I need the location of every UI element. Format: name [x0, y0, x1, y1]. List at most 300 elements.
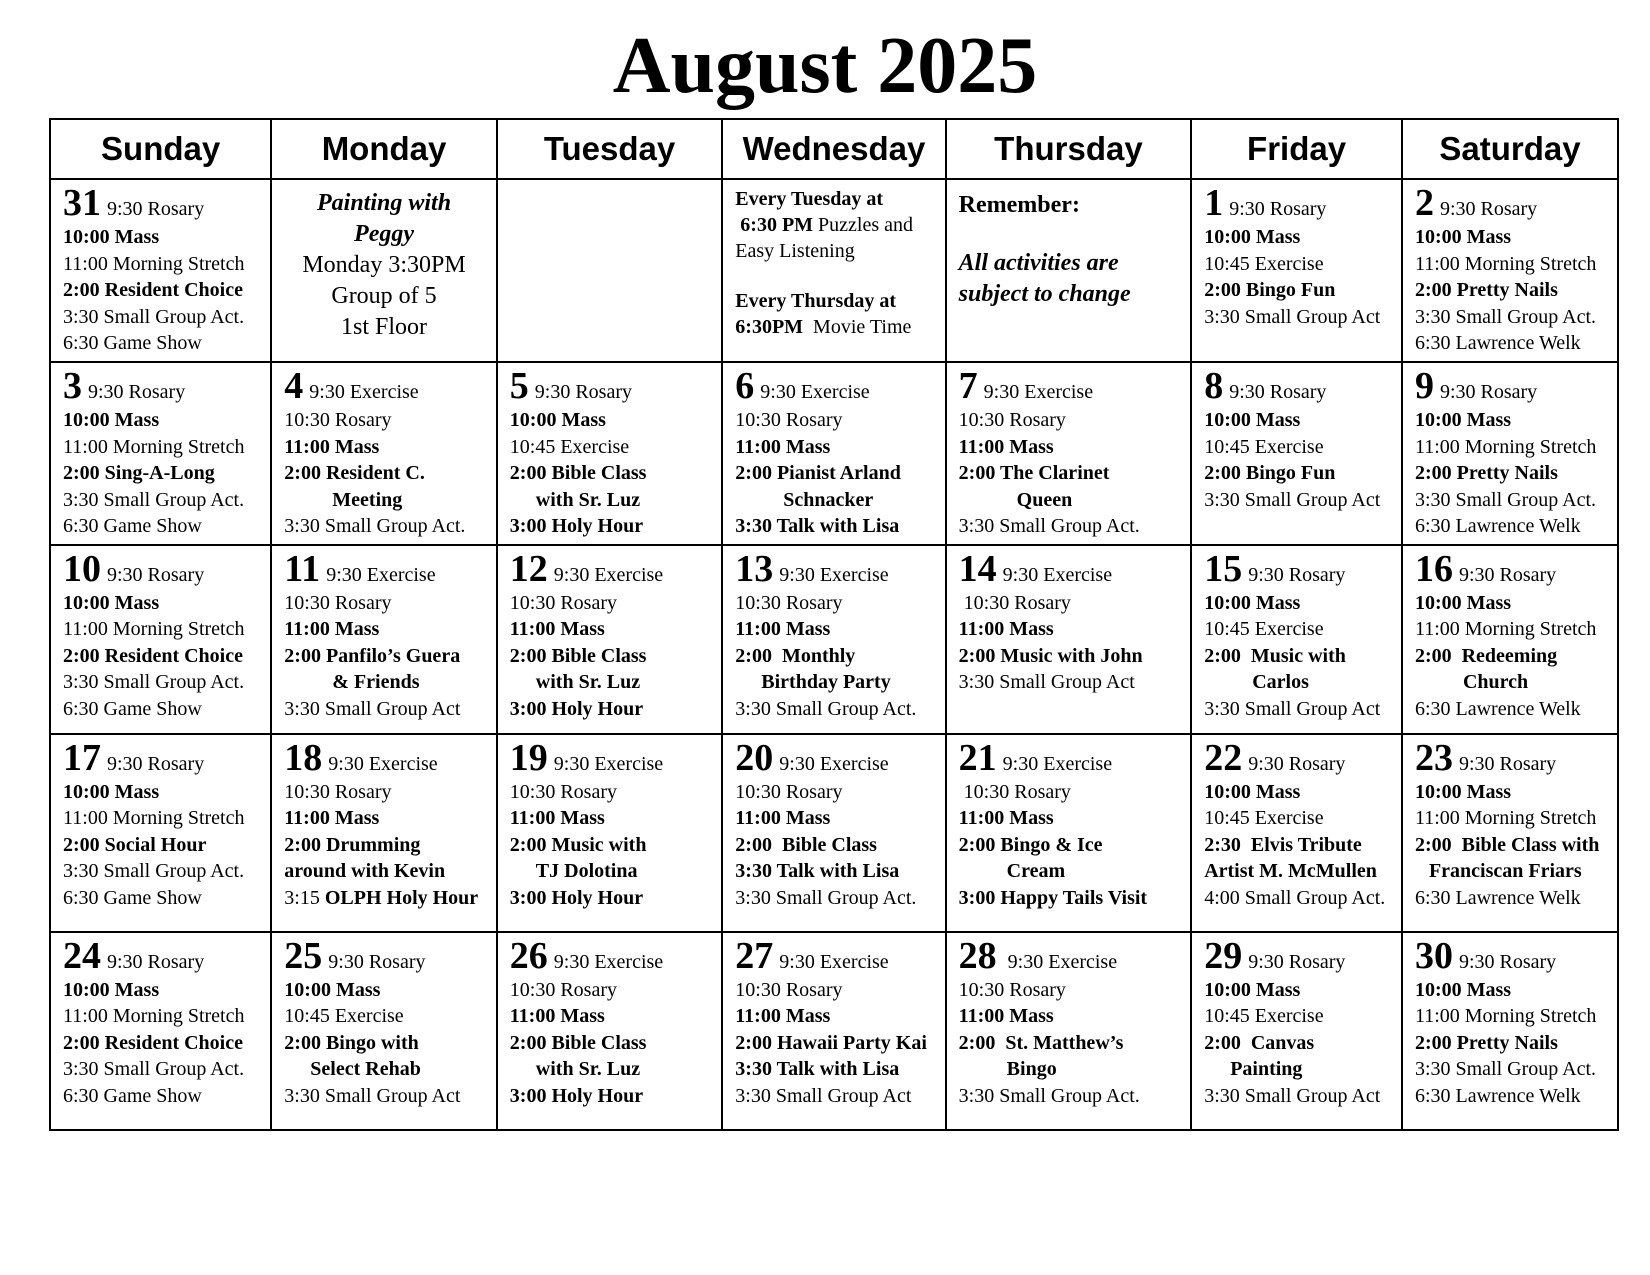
day-cell-content — [272, 933, 496, 1114]
event-entry: 11:00 Mass — [958, 618, 1054, 640]
event-entry: 2:00 Bingo Fun — [1204, 279, 1336, 301]
day-number: 13 — [735, 547, 774, 590]
event-entry: 10:00 Mass — [63, 409, 160, 431]
first-event: 9:30 Rosary — [1229, 198, 1327, 220]
day-cell — [50, 545, 271, 734]
day-cell — [1191, 545, 1402, 734]
event-entry: 2:00 Pianist Arland — [735, 462, 901, 484]
day-number: 11 — [284, 547, 321, 590]
day-header — [63, 547, 264, 590]
day-cell-content — [51, 546, 270, 727]
event-entry: 10:00 Mass — [1414, 226, 1512, 248]
first-event: 9:30 Exercise — [760, 381, 870, 403]
event-entry: 11:00 Mass — [509, 1005, 605, 1027]
event-entry: 10:30 Rosary — [735, 780, 843, 803]
day-cell-content — [723, 933, 944, 1114]
first-event: 9:30 Rosary — [1229, 381, 1327, 403]
day-number: 12 — [509, 547, 548, 590]
event-title: OLPH Holy Hour — [324, 886, 479, 909]
event-entry: 10:00 Mass — [1204, 780, 1301, 803]
day-header — [1414, 934, 1611, 977]
event-entry: 10:00 Mass — [1204, 978, 1301, 1001]
event-entry: 11:00 Mass — [509, 618, 605, 640]
event-entry: 11:00 Mass — [958, 435, 1054, 458]
event-entry: 3:30 Small Group Act — [284, 1084, 461, 1107]
event-entry: 2:00 Resident Choice — [63, 644, 243, 667]
event-entry: 3:30 Small Group Act. — [63, 1058, 245, 1080]
event-entry: 6:30 Game Show — [63, 515, 202, 537]
painting-note-line: 1st Floor — [341, 314, 428, 340]
day-cell — [722, 734, 945, 932]
event-entry: Birthday Party — [761, 671, 891, 693]
day-cell-content — [51, 363, 270, 544]
event-entry: 10:00 Mass — [63, 780, 160, 803]
event-entry: 11:00 Morning Stretch — [63, 252, 245, 275]
day-header — [958, 547, 1185, 590]
event-entry: 2:00 Bible Class with — [1414, 833, 1600, 856]
event-entry: 2:00 Resident Choice — [63, 279, 243, 301]
event-entry: 2:00 Bingo & Ice — [958, 833, 1103, 856]
event-entry: 11:00 Morning Stretch — [1414, 1005, 1597, 1027]
day-number: 30 — [1414, 934, 1453, 977]
day-header — [509, 736, 716, 779]
event-entry: 10:30 Rosary — [284, 780, 392, 803]
day-header — [63, 736, 264, 779]
event-entry: 10:30 Rosary — [958, 409, 1066, 431]
day-header — [284, 934, 490, 977]
event-entry: 6:30 Lawrence Welk — [1414, 697, 1581, 720]
event-entry: 10:45 Exercise — [1204, 618, 1324, 640]
event-entry: 11:00 Mass — [958, 807, 1054, 829]
weekly-events-line — [735, 238, 940, 264]
event-entry: 10:00 Mass — [509, 409, 606, 431]
day-cell — [1402, 179, 1618, 362]
day-cell — [946, 734, 1192, 932]
day-cell — [50, 179, 271, 362]
event-entry: 11:00 Morning Stretch — [1414, 807, 1597, 829]
event-entry: 2:30 Elvis Tribute — [1204, 833, 1362, 856]
event-entry: 10:30 Rosary — [509, 978, 617, 1001]
day-number: 5 — [509, 365, 529, 407]
event-entry: 10:30 Rosary — [958, 978, 1066, 1001]
week-row — [50, 932, 1618, 1130]
first-event: 9:30 Rosary — [107, 752, 205, 775]
day-cell — [722, 932, 945, 1130]
event-entry: 10:30 Rosary — [958, 591, 1071, 614]
weekday-header-wednesday: Wednesday — [722, 119, 945, 179]
event-entry: 3:00 Holy Hour — [509, 697, 644, 720]
day-number: 19 — [509, 736, 548, 779]
event-entry: 2:00 Panfilo’s Guera — [284, 644, 461, 667]
weekday-header-sunday: Sunday — [50, 119, 271, 179]
event-entry: 11:00 Mass — [735, 1005, 831, 1027]
event-entry: 6:30 Lawrence Welk — [1414, 332, 1581, 354]
day-header — [958, 934, 1185, 977]
event-entry: 10:45 Exercise — [284, 1005, 404, 1027]
event-entry: 10:00 Mass — [1414, 978, 1512, 1001]
event-entry: 10:30 Rosary — [509, 780, 617, 803]
day-header — [1204, 182, 1395, 224]
day-cell-content — [51, 735, 270, 916]
event-entry: 2:00 Monthly — [735, 644, 856, 667]
event-entry: Painting — [1230, 1058, 1303, 1080]
day-cell-content — [51, 180, 270, 361]
weekly-events-line — [735, 314, 940, 340]
day-number: 10 — [63, 547, 101, 590]
day-cell — [1402, 932, 1618, 1130]
painting-note-line: Group of 5 — [331, 283, 437, 309]
event-entry: 2:00 Bible Class — [509, 644, 647, 667]
first-event: 9:30 Exercise — [1002, 950, 1118, 973]
day-cell-content — [1192, 933, 1401, 1114]
event-entry: 3:30 Small Group Act — [735, 1084, 912, 1107]
day-number: 9 — [1414, 365, 1434, 407]
weekday-header-thursday: Thursday — [946, 119, 1192, 179]
day-number: 14 — [958, 547, 997, 590]
note-cell-reminder — [946, 179, 1192, 362]
day-cell-content — [1192, 180, 1401, 334]
event-entry: 11:00 Mass — [284, 807, 380, 829]
day-cell — [722, 362, 945, 545]
event-entry: 3:30 Small Group Act — [284, 697, 461, 720]
day-cell — [1191, 932, 1402, 1130]
day-cell-content — [272, 735, 496, 916]
event-entry: Church — [1462, 671, 1529, 693]
day-cell — [946, 545, 1192, 734]
event-entry: 4:00 Small Group Act. — [1204, 886, 1386, 909]
event-entry: 3:30 Small Group Act. — [735, 886, 917, 909]
event-entry: Carlos — [1252, 671, 1309, 693]
event-entry: 2:00 Bible Class — [509, 462, 647, 484]
day-cell-content — [1403, 933, 1617, 1114]
event-entry: 11:00 Mass — [735, 807, 831, 829]
day-header — [1204, 934, 1395, 977]
day-number: 27 — [735, 934, 774, 977]
event-entry: 2:00 The Clarinet — [958, 462, 1110, 484]
event-entry: 10:30 Rosary — [735, 591, 843, 614]
event-entry: 11:00 Mass — [735, 618, 831, 640]
first-event: 9:30 Rosary — [1458, 563, 1557, 586]
calendar-title: August 2025 — [612, 22, 1038, 110]
day-header — [509, 547, 716, 590]
event-entry: 10:30 Rosary — [735, 409, 843, 431]
event-entry: 11:00 Mass — [735, 435, 831, 458]
event-entry: 10:30 Rosary — [958, 780, 1071, 803]
day-header — [509, 365, 716, 407]
day-cell-content — [272, 546, 496, 727]
event-entry: 3:30 Small Group Act. — [958, 1084, 1140, 1107]
event-entry: 2:00 Bible Class — [509, 1031, 647, 1054]
event-entry: 3:30 Small Group Act. — [63, 488, 245, 511]
day-cell — [50, 362, 271, 545]
event-entry: 2:00 Pretty Nails — [1414, 462, 1558, 484]
event-entry: Select Rehab — [310, 1058, 421, 1080]
day-header — [1204, 736, 1395, 779]
event-entry: 3:30 Small Group Act. — [63, 305, 245, 328]
day-cell — [271, 932, 497, 1130]
day-cell — [497, 932, 723, 1130]
event-entry: 6:30 Game Show — [63, 697, 202, 720]
weekly-events-bold-text: 6:30 PM — [735, 214, 814, 236]
day-cell — [271, 734, 497, 932]
day-cell-content — [498, 933, 722, 1114]
day-cell — [271, 545, 497, 734]
event-entry: with Sr. Luz — [535, 488, 641, 511]
day-cell-content — [947, 735, 1191, 916]
day-cell — [497, 362, 723, 545]
event-entry: 6:30 Game Show — [63, 332, 202, 354]
painting-note-line: Monday 3:30PM — [302, 252, 466, 278]
empty-day-cell — [497, 179, 723, 362]
day-header — [509, 934, 716, 977]
event-entry: 2:00 Bingo with — [284, 1031, 419, 1054]
weekday-header-row — [50, 119, 1618, 179]
day-cell — [497, 545, 723, 734]
day-cell — [1402, 362, 1618, 545]
event-entry: 10:30 Rosary — [735, 978, 843, 1001]
event-entry: 2:00 Sing-A-Long — [63, 462, 215, 484]
day-cell-content — [1403, 546, 1617, 727]
first-event: 9:30 Exercise — [553, 752, 664, 775]
weekly-events-line — [735, 186, 940, 212]
day-cell — [1191, 179, 1402, 362]
event-entry: 10:00 Mass — [63, 978, 160, 1001]
event-entry: with Sr. Luz — [535, 671, 641, 693]
first-event: 9:30 Exercise — [779, 950, 889, 973]
day-cell-content — [723, 546, 944, 727]
event-entry: 3:30 Talk with Lisa — [735, 860, 900, 882]
event-entry: 2:00 Pretty Nails — [1414, 279, 1558, 301]
calendar-grid — [49, 118, 1619, 1131]
day-number: 2 — [1414, 182, 1434, 224]
event-entry: 3:30 Small Group Act — [1204, 697, 1381, 720]
week-row — [50, 362, 1618, 545]
day-cell-content — [498, 363, 722, 544]
day-number: 23 — [1414, 736, 1453, 779]
day-number: 24 — [63, 934, 101, 977]
day-header — [1414, 736, 1611, 779]
day-header — [1414, 365, 1611, 407]
day-header — [284, 365, 490, 407]
event-entry: 2:00 Social Hour — [63, 833, 207, 856]
event-entry: 3:30 Small Group Act. — [63, 860, 245, 882]
weekly-events-text: Easy Listening — [735, 240, 855, 262]
day-cell-content — [498, 735, 722, 916]
weekday-header-friday: Friday — [1191, 119, 1402, 179]
event-entry: 10:45 Exercise — [1204, 252, 1324, 275]
event-entry: 3:30 Small Group Act. — [1414, 305, 1597, 328]
event-entry: 10:30 Rosary — [509, 591, 617, 614]
reminder-heading: Remember: — [958, 192, 1080, 218]
first-event: 9:30 Exercise — [779, 563, 889, 586]
first-event: 9:30 Exercise — [328, 752, 438, 775]
event-entry: 11:00 Morning Stretch — [1414, 252, 1597, 275]
day-header — [63, 934, 264, 977]
event-entry: 6:30 Lawrence Welk — [1414, 886, 1581, 909]
day-number: 20 — [735, 736, 774, 779]
weekday-header-saturday: Saturday — [1402, 119, 1618, 179]
event-entry: 2:00 Music with — [1204, 644, 1346, 667]
first-event: 9:30 Exercise — [779, 752, 889, 775]
first-event: 9:30 Exercise — [553, 563, 664, 586]
event-entry: 11:00 Mass — [284, 435, 380, 458]
event-entry: 10:00 Mass — [284, 978, 381, 1001]
weekly-events-line — [735, 264, 940, 288]
event-entry: 10:45 Exercise — [1204, 435, 1324, 458]
event-entry: 11:00 Morning Stretch — [1414, 435, 1597, 458]
event-entry: 10:30 Rosary — [284, 409, 392, 431]
first-event: 9:30 Rosary — [1248, 950, 1346, 973]
day-number: 18 — [284, 736, 323, 779]
day-number: 7 — [958, 365, 978, 407]
day-header — [1204, 365, 1395, 407]
reminder-line: All activities are — [958, 250, 1119, 276]
day-header — [284, 736, 490, 779]
first-event: 9:30 Exercise — [1002, 563, 1113, 586]
weekly-events-line — [735, 212, 940, 238]
event-entry: 10:45 Exercise — [1204, 807, 1324, 829]
event-entry: 3:30 Small Group Act. — [63, 671, 245, 693]
day-cell-content — [1192, 735, 1401, 916]
first-event: 9:30 Rosary — [1439, 381, 1538, 403]
first-event: 9:30 Rosary — [107, 950, 205, 973]
day-number: 15 — [1204, 547, 1243, 590]
event-entry: 3:30 Small Group Act. — [284, 515, 466, 537]
day-cell-content — [1403, 363, 1617, 544]
event-entry: Bingo — [1006, 1058, 1057, 1080]
first-event: 9:30 Rosary — [88, 381, 186, 403]
day-header — [735, 365, 938, 407]
event-entry: 2:00 Bible Class — [735, 833, 877, 856]
event-entry: around with Kevin — [284, 860, 446, 882]
first-event: 9:30 Rosary — [1458, 950, 1557, 973]
day-number: 26 — [509, 934, 548, 977]
day-cell — [50, 734, 271, 932]
day-cell — [1402, 734, 1618, 932]
day-cell — [946, 362, 1192, 545]
day-cell-content — [272, 363, 496, 544]
event-entry: 11:00 Morning Stretch — [63, 618, 245, 640]
weekday-header-tuesday: Tuesday — [497, 119, 723, 179]
event-entry: 3:30 Small Group Act. — [1414, 488, 1597, 511]
event-entry: 10:00 Mass — [1414, 780, 1512, 803]
event-entry: 10:00 Mass — [1204, 226, 1301, 248]
day-cell — [1402, 545, 1618, 734]
event-entry: Franciscan Friars — [1428, 860, 1582, 882]
event-entry: 2:00 Resident Choice — [63, 1031, 243, 1054]
day-cell — [722, 545, 945, 734]
day-header — [1414, 182, 1611, 224]
event-entry: 11:00 Morning Stretch — [1414, 618, 1597, 640]
event-entry: 11:00 Mass — [509, 807, 605, 829]
event-entry: 3:30 Small Group Act — [1204, 488, 1381, 511]
event-entry: 3:30 Talk with Lisa — [735, 1058, 900, 1080]
painting-note-title: Painting with Peggy — [317, 190, 452, 247]
event-entry: Schnacker — [783, 488, 874, 511]
event-entry: Meeting — [332, 488, 403, 511]
event-entry: 10:00 Mass — [1414, 409, 1512, 431]
event-entry: 2:00 Drumming — [284, 833, 421, 856]
day-cell — [1191, 734, 1402, 932]
day-cell-content — [1403, 735, 1617, 916]
event-entry: 2:00 Bingo Fun — [1204, 462, 1336, 484]
day-number: 4 — [284, 365, 304, 407]
calendar-body — [50, 179, 1618, 1130]
day-number: 1 — [1204, 182, 1224, 224]
day-cell-content — [947, 363, 1191, 544]
event-entry: 10:00 Mass — [63, 591, 160, 614]
day-cell-content — [1403, 180, 1617, 361]
event-entry: 10:45 Exercise — [1204, 1005, 1324, 1027]
event-entry: 10:45 Exercise — [509, 435, 630, 458]
first-event: 9:30 Exercise — [983, 381, 1094, 403]
day-number: 25 — [284, 934, 323, 977]
weekly-events-text: Puzzles and — [813, 214, 914, 236]
event-entry: 6:30 Game Show — [63, 886, 202, 909]
day-number: 17 — [63, 736, 101, 779]
day-header — [958, 736, 1185, 779]
day-number: 6 — [735, 365, 755, 407]
day-header — [63, 365, 264, 407]
reminder-note — [947, 180, 1191, 314]
note-cell-weekly-events — [722, 179, 945, 362]
event-entry: with Sr. Luz — [535, 1058, 641, 1080]
first-event: 9:30 Rosary — [1248, 563, 1346, 586]
event-entry: 2:00 Hawaii Party Kai — [735, 1031, 927, 1054]
event-entry: 3:30 Small Group Act — [1204, 1084, 1381, 1107]
event-entry: 3:30 Talk with Lisa — [735, 515, 900, 537]
event-entry: 10:30 Rosary — [284, 591, 392, 614]
first-event: 9:30 Rosary — [1458, 752, 1557, 775]
day-header — [735, 736, 938, 779]
event-entry: Cream — [1006, 860, 1066, 882]
event-entry: TJ Dolotina — [535, 860, 638, 882]
first-event: 9:30 Rosary — [107, 198, 205, 220]
first-event: 9:30 Exercise — [1002, 752, 1113, 775]
day-cell — [946, 932, 1192, 1130]
day-header — [284, 547, 490, 590]
day-header — [1414, 547, 1611, 590]
day-header — [63, 182, 264, 224]
weekly-events-bold-text: 6:30PM — [735, 316, 804, 338]
weekly-events-text: Movie Time — [803, 316, 912, 338]
weekly-events-bold-text: Every Tuesday at — [735, 188, 884, 210]
event-entry: Queen — [1016, 488, 1073, 511]
event-entry: 3:30 Small Group Act. — [958, 515, 1140, 537]
day-cell-content — [723, 735, 944, 916]
first-event: 9:30 Rosary — [1248, 752, 1346, 775]
day-number: 22 — [1204, 736, 1243, 779]
event-entry: 6:30 Game Show — [63, 1084, 202, 1107]
event-entry: 10:00 Mass — [63, 226, 160, 248]
day-number: 16 — [1414, 547, 1453, 590]
day-cell — [271, 362, 497, 545]
day-cell — [497, 734, 723, 932]
event-entry: 2:00 Redeeming — [1414, 644, 1558, 667]
day-header — [735, 934, 938, 977]
weekly-events-bold-text: Every Thursday at — [735, 290, 897, 312]
weekly-events-note — [723, 180, 944, 344]
week-row — [50, 179, 1618, 362]
day-header — [958, 365, 1185, 407]
event-entry: 6:30 Lawrence Welk — [1414, 1084, 1581, 1107]
event-entry: 10:00 Mass — [1204, 591, 1301, 614]
day-number: 28 — [958, 934, 997, 977]
day-cell — [1191, 362, 1402, 545]
event-entry: 3:30 Small Group Act — [1204, 305, 1381, 328]
event-entry — [284, 885, 490, 912]
event-entry: 3:00 Holy Hour — [509, 1084, 644, 1107]
